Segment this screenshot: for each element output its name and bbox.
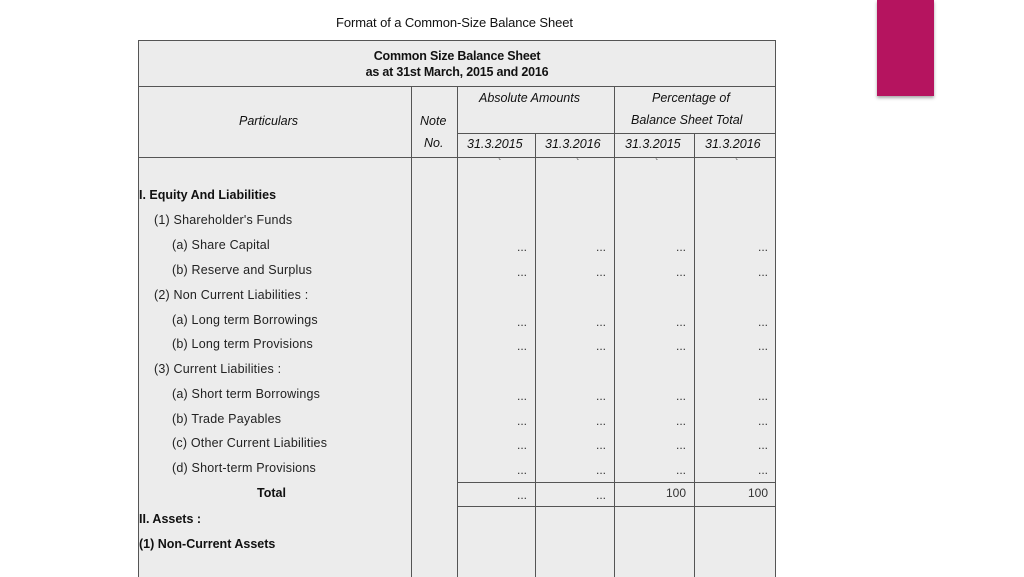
col-date-abs-2015: 31.3.2015 xyxy=(467,137,523,151)
value-cell: ... xyxy=(595,389,606,403)
row-label: (3) Current Liabilities : xyxy=(154,362,282,376)
value-cell: ... xyxy=(675,315,686,329)
value-cell: ... xyxy=(675,389,686,403)
total-cell: ... xyxy=(595,488,606,502)
value-cell: ... xyxy=(516,240,527,254)
rule-date-top xyxy=(457,133,775,134)
value-cell: ... xyxy=(516,414,527,428)
row-label: (a) Share Capital xyxy=(172,238,270,252)
accent-block xyxy=(877,0,934,96)
value-cell: ... xyxy=(595,414,606,428)
rule-after-absolute xyxy=(614,86,615,577)
rule-header-bottom xyxy=(139,157,775,158)
col-date-abs-2016: 31.3.2016 xyxy=(545,137,601,151)
sheet-heading-line1: Common Size Balance Sheet xyxy=(373,49,541,63)
total-cell: 100 xyxy=(747,486,768,500)
value-cell: ... xyxy=(757,265,768,279)
total-cell: 100 xyxy=(665,486,686,500)
sheet-heading xyxy=(139,41,775,87)
row-label: (c) Other Current Liabilities xyxy=(172,436,328,450)
value-cell: ... xyxy=(516,315,527,329)
value-cell: ... xyxy=(675,240,686,254)
row-label: (1) Non-Current Assets xyxy=(139,537,276,551)
currency-mark: ` xyxy=(735,158,739,169)
value-cell: ... xyxy=(757,463,768,477)
col-particulars: Particulars xyxy=(239,114,299,128)
row-label: I. Equity And Liabilities xyxy=(139,188,277,202)
row-label: (a) Long term Borrowings xyxy=(172,313,318,327)
row-label: (a) Short term Borrowings xyxy=(172,387,321,401)
rule-after-particulars xyxy=(411,86,412,577)
row-label: (1) Shareholder's Funds xyxy=(154,213,293,227)
col-percentage-line1: Percentage of xyxy=(652,91,730,105)
value-cell: ... xyxy=(675,414,686,428)
col-date-pct-2015: 31.3.2015 xyxy=(625,137,681,151)
row-label: II. Assets : xyxy=(139,512,202,526)
row-label: (b) Long term Provisions xyxy=(172,337,313,351)
value-cell: ... xyxy=(595,463,606,477)
value-cell: ... xyxy=(516,438,527,452)
row-label: (d) Short-term Provisions xyxy=(172,461,316,475)
total-cell: ... xyxy=(516,488,527,502)
value-cell: ... xyxy=(675,339,686,353)
currency-mark: ` xyxy=(498,158,502,169)
row-label: (2) Non Current Liabilities : xyxy=(154,288,309,302)
currency-mark: ` xyxy=(576,158,580,169)
row-label: (b) Trade Payables xyxy=(172,412,282,426)
rule-abs-split xyxy=(535,133,536,577)
row-label: (b) Reserve and Surplus xyxy=(172,263,313,277)
rule-total-top xyxy=(457,482,775,483)
col-percentage-line2: Balance Sheet Total xyxy=(631,113,743,127)
value-cell: ... xyxy=(595,315,606,329)
col-absolute-amounts: Absolute Amounts xyxy=(479,91,580,105)
currency-mark: ` xyxy=(655,158,659,169)
value-cell: ... xyxy=(675,463,686,477)
value-cell: ... xyxy=(675,265,686,279)
value-cell: ... xyxy=(516,265,527,279)
value-cell: ... xyxy=(757,438,768,452)
document-title: Format of a Common-Size Balance Sheet xyxy=(336,15,573,30)
value-cell: ... xyxy=(675,438,686,452)
col-note-line2: No. xyxy=(424,136,444,150)
row-label-total: Total xyxy=(257,486,286,500)
value-cell: ... xyxy=(516,389,527,403)
value-cell: ... xyxy=(595,438,606,452)
rule-total-bottom xyxy=(457,506,775,507)
value-cell: ... xyxy=(757,339,768,353)
value-cell: ... xyxy=(595,339,606,353)
rule-after-note xyxy=(457,86,458,577)
value-cell: ... xyxy=(757,240,768,254)
col-note-line1: Note xyxy=(420,114,447,128)
value-cell: ... xyxy=(516,339,527,353)
rule-pct-split xyxy=(694,133,695,577)
value-cell: ... xyxy=(595,240,606,254)
col-date-pct-2016: 31.3.2016 xyxy=(705,137,761,151)
value-cell: ... xyxy=(516,463,527,477)
sheet-heading-line2: as at 31st March, 2015 and 2016 xyxy=(365,65,549,79)
value-cell: ... xyxy=(757,389,768,403)
value-cell: ... xyxy=(757,414,768,428)
value-cell: ... xyxy=(595,265,606,279)
value-cell: ... xyxy=(757,315,768,329)
balance-sheet-table xyxy=(138,40,776,577)
